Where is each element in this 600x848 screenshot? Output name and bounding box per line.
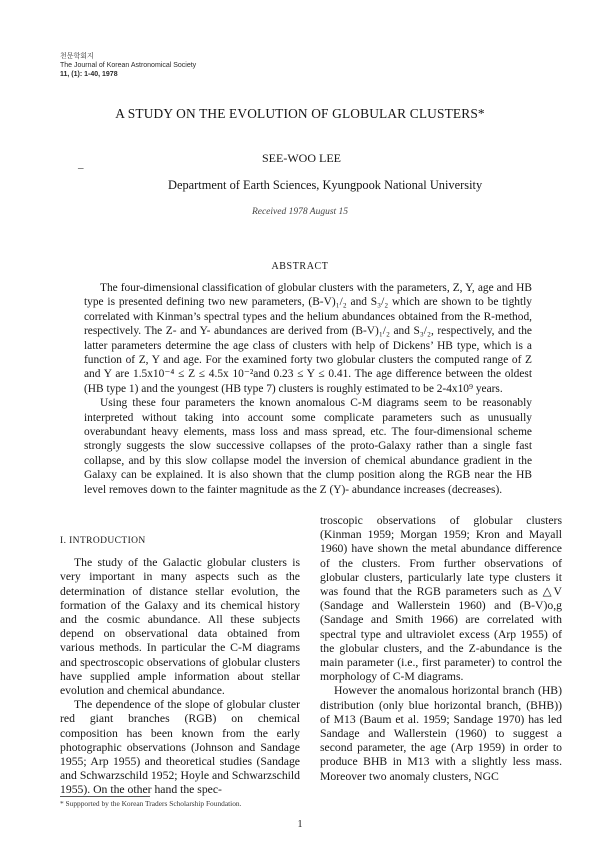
abstract-paragraph: The four-dimensional classification of globular clusters with the parameters, Z, Y, age and HB type is presented defining two new parameters, (B-V)₁/₂ and S₃/₂ which are shown to be tightly correlated with Kinman’s spectral types and the helium abundances obtained from the R-method, respectively. The Z- and Y- abundances are derived from (B-V)₁/₂ and S₃/₂, respectively, and the latter parameters determine the age class of clusters with help of Dickens’ HB type, which is a function of Z, Y and age. For the examined forty two globular clusters the computed range of Z and Y are 1.5x10⁻⁴ ≤ Z ≤ 4.5x 10⁻²and 0.23 ≤ Y ≤ 0.41. The age difference between the oldest (HB type 1) and the youngest (HB type 7) clusters is roughly estimated to be 2-4x10⁹ years. [84,282,532,395]
journal-volume: 11, (1): 1-40, 1978 [60,71,118,78]
paper-title: A STUDY ON THE EVOLUTION OF GLOBULAR CLUSTERS* [115,106,485,121]
body-paragraph: The study of the Galactic globular clusters is very important in many aspects such as the determination of distance stellar evolution, the formation of the Galaxy and its chemical history and the cosmic abundance. All these subjects depend on observational data obtained from various methods. In particular the C-M diagrams and spectroscopic observations of globular clusters have supplied ample information about stellar evolution and chemical abundance. [60,556,300,698]
author-affiliation: Department of Earth Sciences, Kyungpook National University [168,178,483,192]
body-paragraph: troscopic observations of globular clusters (Kinman 1959; Morgan 1959; Kron and Mayall 1960) have shown the metal abundance difference of the clusters. From further observations of globular clusters, particularly late type clusters it was found that the RGB parameters such as △V (Sandage and Wallerstein 1960) and (B-V)o,g (Sandage and Smith 1966) are correlated with spectral type and ultraviolet excess (Arp 1955) of the globular clusters, and the Z-abundance is the main parameter (i.e., first parameter) to control the morphology of C-M diagrams. [320,514,562,684]
right-column [320,514,562,784]
journal-header [60,52,196,79]
received-date: Received 1978 August 15 [251,207,349,217]
body-paragraph: However the anomalous horizontal branch (HB) distribution (only blue horizontal branch, (BHB)) of M13 (Baum et al. 1959; Sandage 1970) has led Sandage and Wallerstein (1960) to suggest a second parameter, the age (Arp 1959) in order to produce BHB in M13 with a slightly less mass. Moreover two anomaly clusters, NGC [320,684,562,783]
section-heading: I. INTRODUCTION [60,536,146,546]
page-number: 1 [297,819,303,830]
abstract-body [84,281,532,497]
body-paragraph: The dependence of the slope of globular cluster red giant branches (RGB) on chemical composition has been known from the early photographic observations (Johnson and Sandage 1955; Arp 1955) and theoretical studies (Sandage and Schwarzschild 1952; Hoyle and Schwarzschild 1955). On the other hand the spec- [60,698,300,797]
journal-name: The Journal of Korean Astronomical Society [60,62,197,69]
abstract-heading: ABSTRACT [271,261,329,272]
margin-mark: – [78,162,84,174]
journal-korean-name: 천문학회지 [60,53,94,60]
abstract-paragraph: Using these four parameters the known anomalous C-M diagrams seem to be reasonably interpreted without taking into account some complicate parameters such as unusually overabundant heavy elements, mass loss and mass spread, etc. The four-dimensional scheme strongly suggests the slow successive collapses of the proto-Galaxy rather than a single fast collapse, and by this slow collapse model the inversion of chemical abundance gradient in the Galaxy can be explained. It is also shown that the clump position along the RGB near the HB level removes down to the fainter magnitude as the Z (Y)- abundance increases (decreases). [84,397,532,496]
left-column [60,534,300,798]
footnote: * Suppported by the Korean Traders Scholarship Foundation. [60,799,242,808]
footnote-rule [60,796,150,797]
author-name: SEE-WOO LEE [262,151,341,165]
